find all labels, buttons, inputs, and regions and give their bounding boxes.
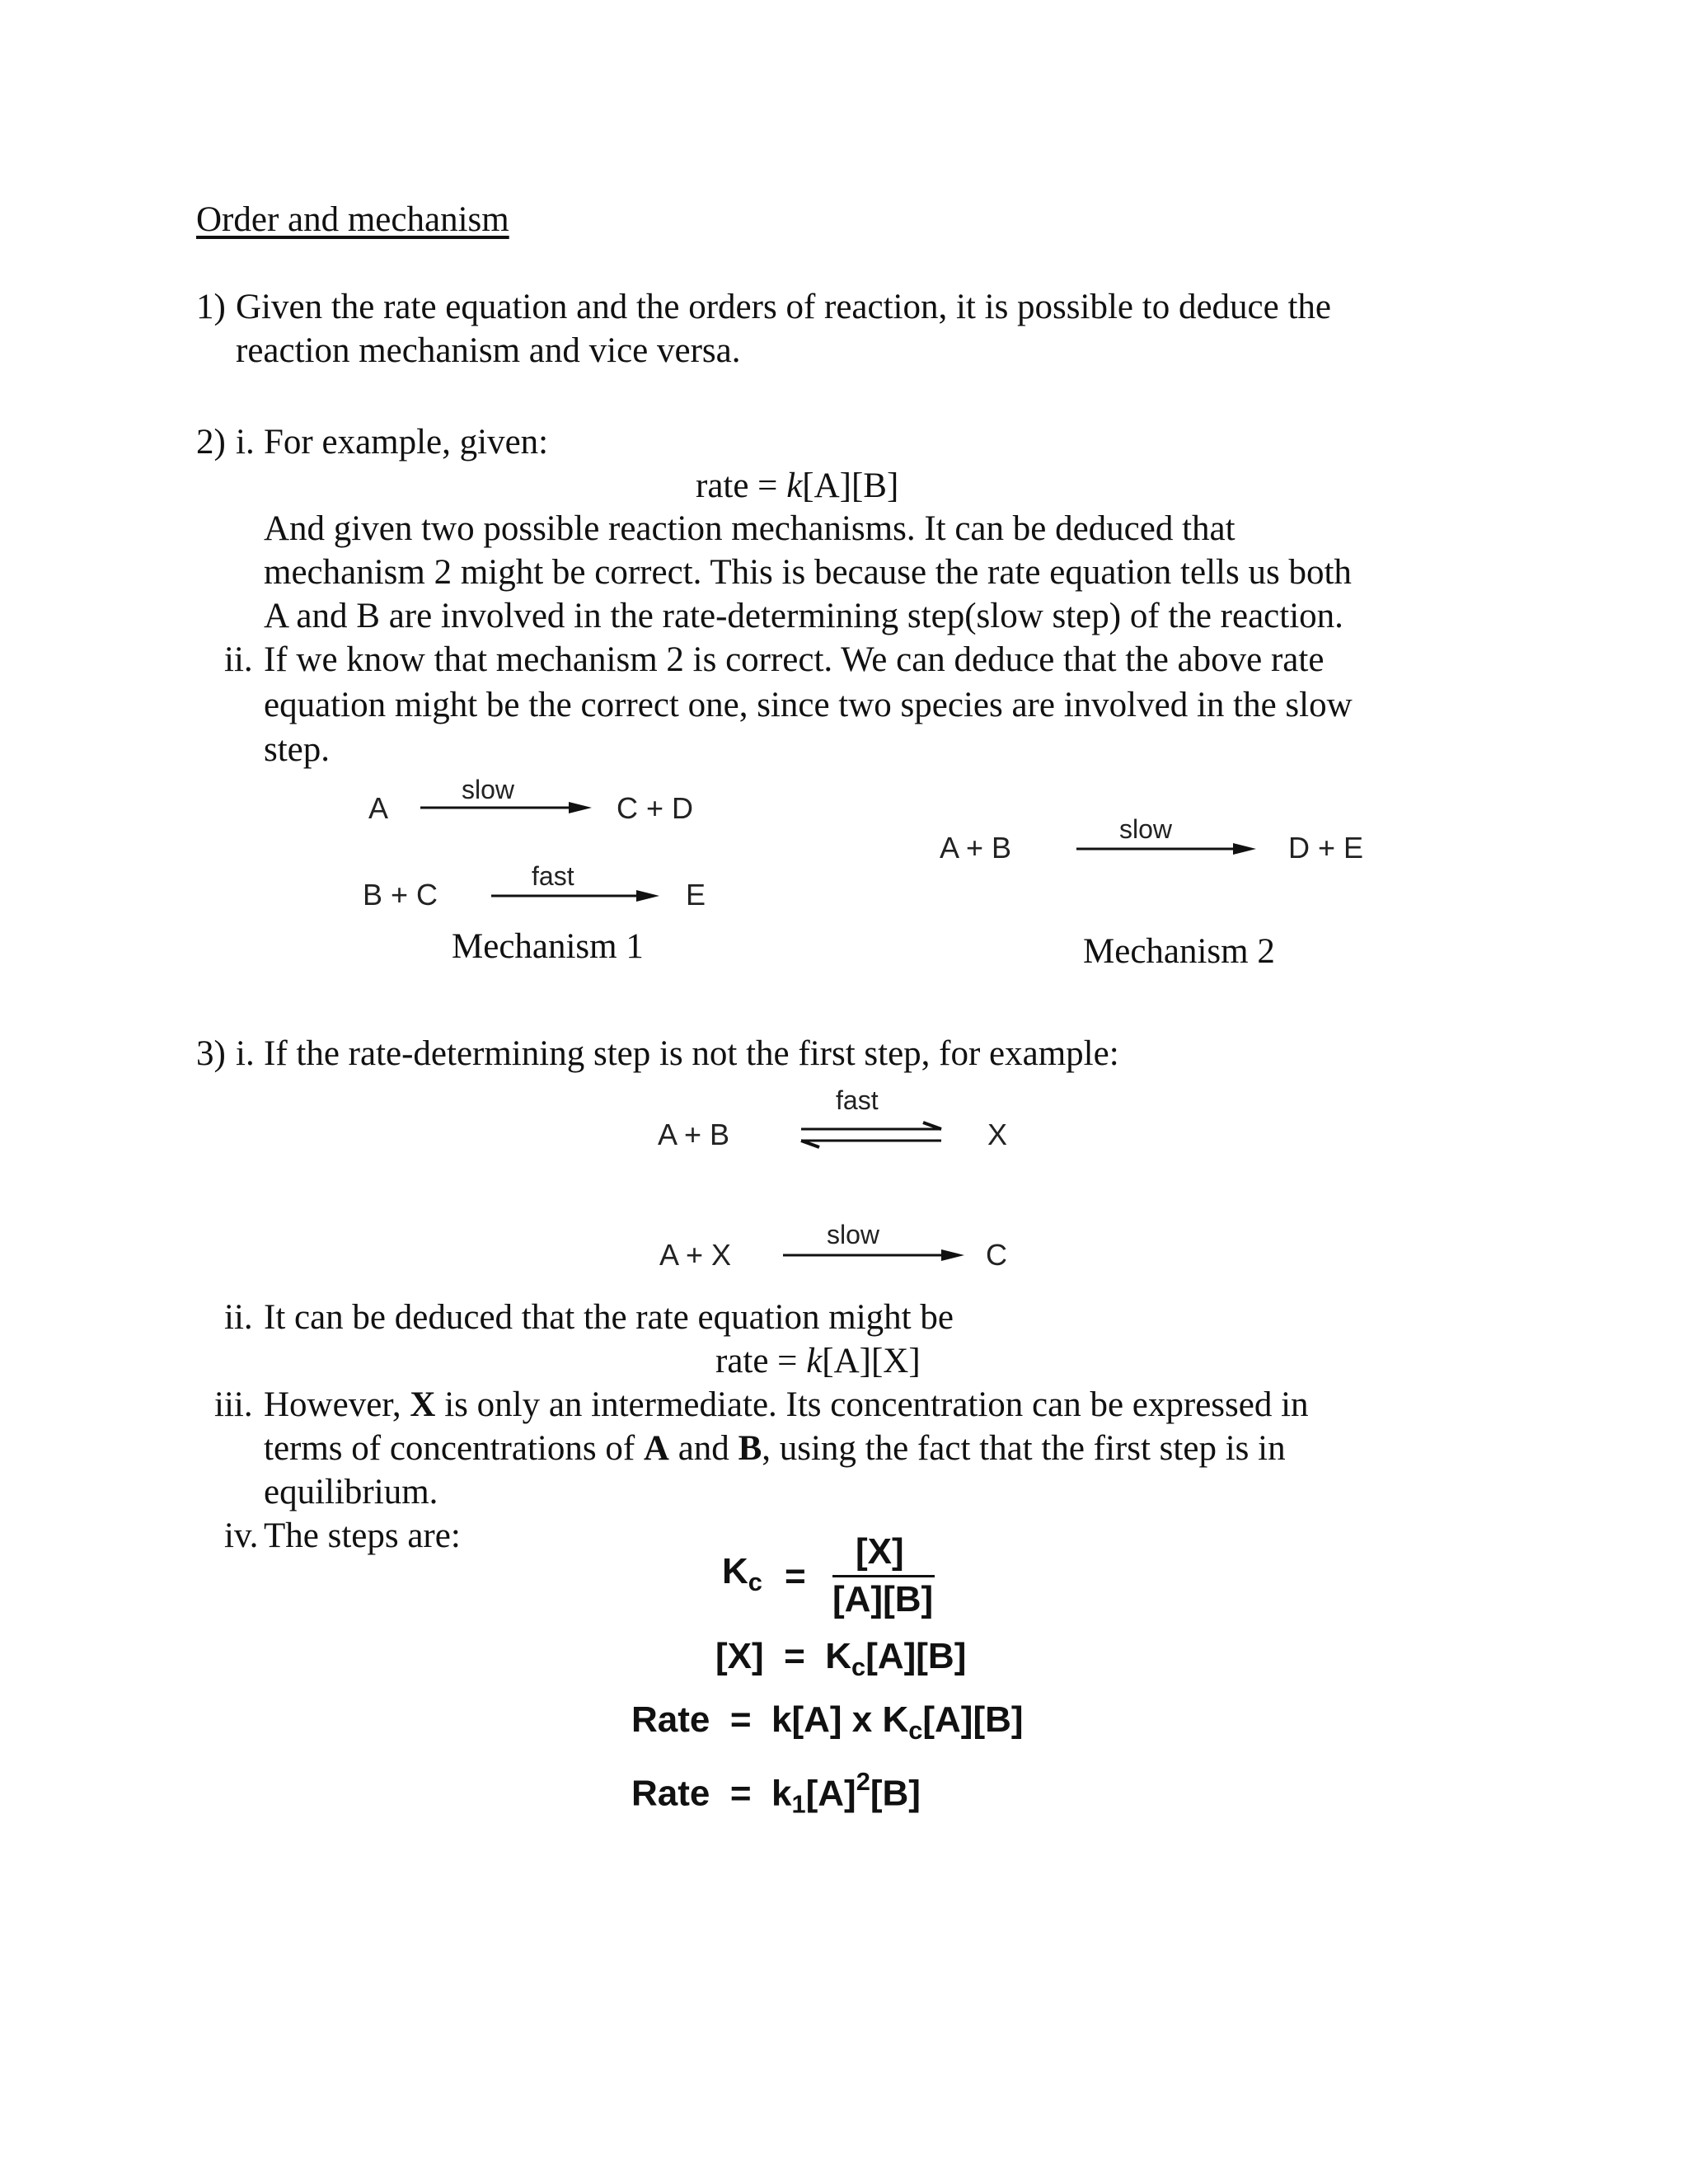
eq2-rate-label: slow: [827, 1220, 880, 1249]
kc-equals: =: [785, 1556, 806, 1596]
rate-constant: k: [806, 1342, 823, 1380]
iii-text: is only an intermediate. Its concentration can be expressed in: [435, 1385, 1309, 1424]
point-3-ii-text: It can be deduced that the rate equation might be: [264, 1298, 954, 1337]
eq1-reactants: A + B: [658, 1118, 730, 1151]
x-equation: $[X] = K_c[A][B]$: [715, 1636, 967, 1682]
rate-prefix: rate =: [696, 466, 787, 505]
iii-text: and: [668, 1429, 738, 1468]
mech2-rate-label: slow: [1119, 814, 1173, 844]
mechanism-2-caption: Mechanism 2: [1083, 932, 1275, 971]
point-3-iii-line-3: equilibrium.: [264, 1473, 438, 1511]
kc-denominator: [A][B]: [832, 1579, 934, 1619]
point-3-ii-label: ii.: [224, 1298, 253, 1337]
rate-equation-expanded: Rate = k[A] x $K_c[A][B]$: [631, 1699, 1024, 1746]
rate-suffix: [A][B]: [802, 466, 899, 505]
species-a: A: [643, 1429, 669, 1468]
mech1-step2-rate-label: fast: [532, 861, 574, 891]
point-2-ii-label: ii.: [224, 640, 253, 679]
rate-suffix: [A][X]: [822, 1342, 921, 1380]
mech1-step1-products: C + D: [617, 791, 694, 825]
rate-constant: k: [786, 466, 803, 505]
rate-equation-final: Rate = $k_1[A]^2[B]$: [631, 1767, 921, 1819]
point-3-iv-label: iv.: [224, 1516, 259, 1555]
iii-text: However,: [264, 1385, 410, 1424]
rate-equation-ab: [696, 464, 898, 508]
point-3-i-text: If the rate-determining step is not the first step, for example:: [264, 1034, 1119, 1073]
reaction-arrow-icon: [491, 888, 664, 904]
reaction-arrow-icon: [420, 799, 593, 816]
rate-prefix: rate =: [715, 1342, 807, 1380]
eq2-reactants: A + X: [659, 1238, 732, 1272]
point-2-ii-line: step.: [264, 730, 331, 769]
equilibrium-arrow-icon: [799, 1121, 948, 1154]
point-2-ii-line: equation might be the correct one, since two species are involved in the slow: [264, 686, 1353, 724]
point-2-ii-line: If we know that mechanism 2 is correct. We can deduce that the above rate: [264, 640, 1325, 679]
reaction-arrow-icon: [783, 1247, 966, 1263]
point-3-i-label: i.: [236, 1034, 255, 1073]
point-2-number: 2): [196, 423, 226, 462]
mech1-step2-reactants: B + C: [363, 878, 438, 912]
eq1-product: X: [987, 1118, 1008, 1151]
species-b: B: [738, 1429, 762, 1468]
point-3-iv-text: The steps are:: [264, 1516, 461, 1555]
point-3-iii-line-2: [264, 1427, 1286, 1470]
iii-text: , using the fact that the first step is in: [762, 1429, 1286, 1468]
reaction-arrow-icon: [1076, 841, 1258, 857]
eq1-rate-label: fast: [836, 1085, 879, 1115]
kc-numerator: [X]: [856, 1531, 904, 1572]
mech1-step1-rate-label: slow: [462, 775, 515, 804]
point-2-i-line: And given two possible reaction mechanisms. It can be deduced that: [264, 509, 1236, 548]
page-title: Order and mechanism: [196, 200, 509, 239]
point-2-i-line: mechanism 2 might be correct. This is because the rate equation tells us both: [264, 553, 1352, 592]
mech2-products: D + E: [1288, 831, 1364, 865]
point-3-iii-label: iii.: [214, 1385, 253, 1424]
mech1-step2-product: E: [686, 878, 706, 912]
kc-symbol: $K_c$: [722, 1551, 762, 1597]
iii-text: terms of concentrations of: [264, 1429, 644, 1468]
point-1-line-1: Given the rate equation and the orders of reaction, it is possible to deduce the: [236, 288, 1331, 326]
point-2-i-label: i.: [236, 423, 255, 462]
point-1-number: 1): [196, 288, 226, 326]
point-3-iii-line-1: [264, 1383, 1309, 1427]
mechanism-1-caption: Mechanism 1: [452, 927, 644, 966]
mech1-step1-reactant: A: [368, 791, 389, 825]
eq2-product: C: [986, 1238, 1007, 1272]
point-2-i-intro: For example, given:: [264, 423, 549, 462]
point-3-number: 3): [196, 1034, 226, 1073]
fraction-bar: [832, 1575, 935, 1577]
rate-equation-ax: [715, 1339, 921, 1383]
species-x: X: [410, 1385, 436, 1424]
point-1-line-2: reaction mechanism and vice versa.: [236, 331, 741, 370]
point-2-i-line: A and B are involved in the rate-determining step(slow step) of the reaction.: [264, 597, 1343, 635]
mech2-reactants: A + B: [940, 831, 1012, 865]
